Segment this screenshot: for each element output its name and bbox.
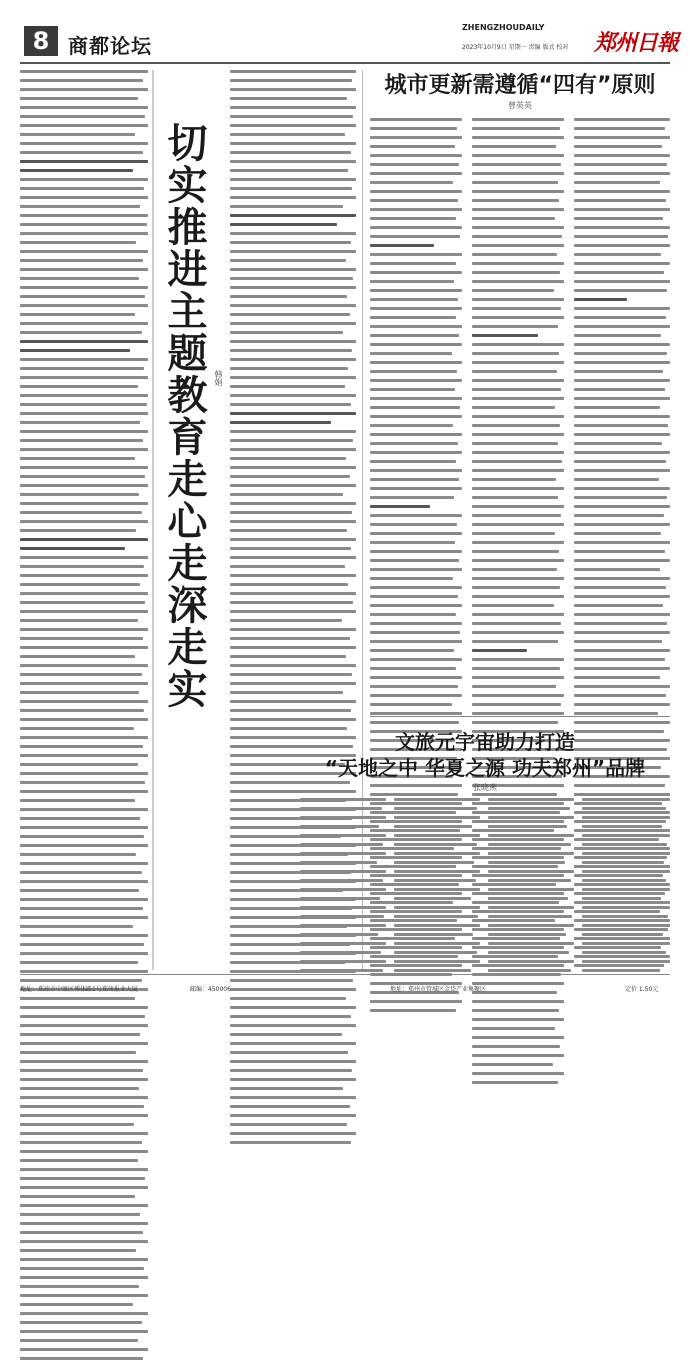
paper-logo: 郑州日報 (594, 30, 679, 56)
right-bottom-headline-line2: “天地之中 华夏之源 功夫郑州”品牌 (324, 756, 646, 780)
right-top-headline: 城市更新需遵循“四有”原则 (384, 73, 656, 98)
right-bottom-column-4 (582, 798, 670, 978)
footer-print: 地址：郑州市管城区金岱产业集聚区 (390, 986, 487, 993)
right-bottom-author: 张晓燕 (473, 783, 497, 792)
page-footer (0, 978, 690, 998)
right-section-divider (370, 716, 670, 717)
header-rule (20, 62, 670, 64)
left-article-column-1 (20, 70, 148, 1366)
section-title: 商都论坛 (68, 34, 152, 58)
footer-rule (20, 974, 670, 975)
footer-address: 地址：郑州市中原区博体路1号郑州报业大厦 (20, 986, 138, 993)
footer-postcode: 邮编：450006 (190, 986, 231, 993)
page-number: 8 (24, 26, 58, 56)
right-bottom-column-2 (394, 798, 480, 978)
paper-name-en: ZHENGZHOUDAILY (462, 23, 545, 32)
left-article-headline: 切实推进主题教育走心走深走实 (161, 122, 207, 710)
page-header (0, 0, 690, 62)
right-bottom-column-3 (488, 798, 574, 978)
right-top-author: 曾英英 (508, 101, 532, 110)
footer-price: 定价 1.50元 (625, 986, 659, 993)
left-col-divider (152, 70, 154, 970)
right-bottom-column-1 (300, 798, 386, 978)
left-article-author: 韩娟 (214, 370, 223, 386)
right-bottom-headline-line1: 文旅元宇宙助力打造 (395, 730, 575, 754)
issue-line: 2023年10月9日 星期一 责编 版式 校对 (462, 44, 569, 51)
